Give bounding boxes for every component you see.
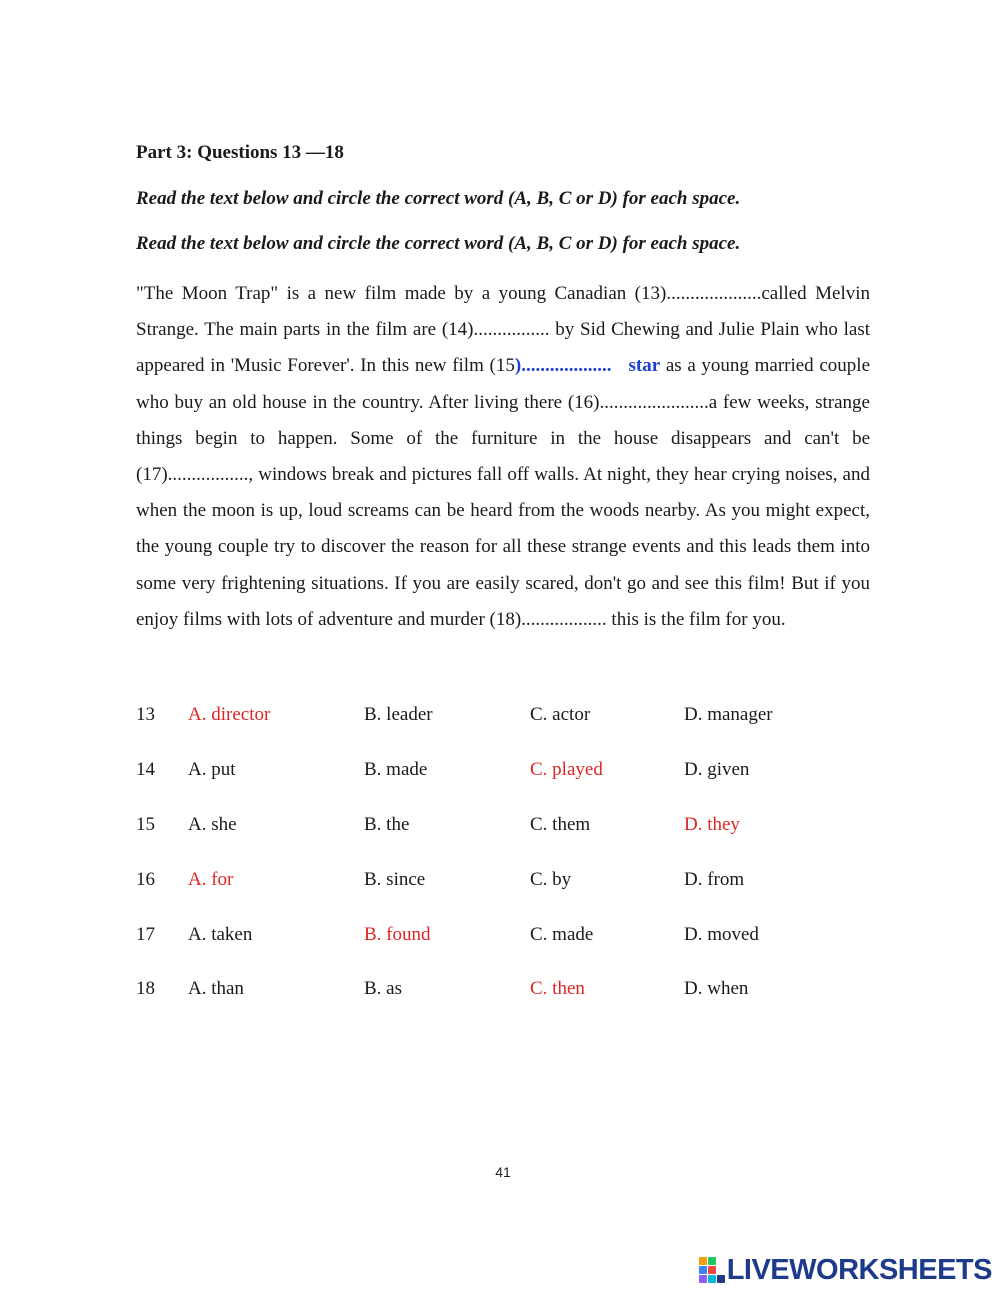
question-row-18: [136, 962, 844, 1017]
option-c[interactable]: C. actor: [530, 704, 591, 726]
option-d[interactable]: D. moved: [684, 923, 759, 945]
option-a[interactable]: A. than: [188, 978, 244, 1000]
reading-passage: [136, 276, 870, 638]
option-b[interactable]: B. found: [364, 923, 431, 945]
option-c[interactable]: C. them: [530, 813, 591, 835]
option-a[interactable]: A. she: [188, 813, 237, 835]
question-row-16: [136, 852, 844, 907]
option-a[interactable]: A. taken: [188, 923, 253, 945]
passage-text-1: "The Moon Trap" is a new film made by a young Canadian (13)....................called Melvin Strange. The main parts in the film are (14)................ by Sid Chewing and Julie Plain who last appeared in 'Music Forever'. In this new film (15: [136, 283, 870, 377]
question-number: 16: [136, 868, 155, 890]
question-number: 17: [136, 923, 155, 945]
option-c[interactable]: C. played: [530, 759, 603, 781]
option-b[interactable]: B. as: [364, 978, 402, 1000]
option-b[interactable]: B. the: [364, 813, 410, 835]
question-row-15: [136, 798, 844, 853]
passage-blank-15: )...................: [514, 355, 612, 377]
option-d[interactable]: D. from: [684, 868, 745, 890]
option-d[interactable]: D. they: [684, 813, 740, 835]
option-b[interactable]: B. since: [364, 868, 426, 890]
question-number: 14: [136, 759, 155, 781]
question-row-14: [136, 743, 844, 798]
liveworksheets-logo: [699, 1254, 992, 1286]
option-d[interactable]: D. manager: [684, 704, 773, 726]
option-c[interactable]: C. then: [530, 978, 585, 1000]
question-number: 13: [136, 704, 155, 726]
question-number: 15: [136, 813, 155, 835]
option-a[interactable]: A. put: [188, 759, 236, 781]
answer-options-table: [136, 688, 844, 1017]
page-number: 41: [495, 1164, 511, 1180]
instruction-line-2: Read the text below and circle the correct word (A, B, C or D) for each space.: [136, 233, 741, 254]
question-row-17: [136, 907, 844, 962]
section-heading: Part 3: Questions 13 —18: [136, 142, 344, 163]
option-b[interactable]: B. leader: [364, 704, 433, 726]
instruction-line-1: Read the text below and circle the correct word (A, B, C or D) for each space.: [136, 188, 741, 209]
option-d[interactable]: D. when: [684, 978, 749, 1000]
option-a[interactable]: A. for: [188, 868, 234, 890]
option-b[interactable]: B. made: [364, 759, 428, 781]
liveworksheets-logo-text: LIVEWORKSHEETS: [726, 1253, 992, 1286]
passage-star-word: star: [628, 355, 661, 377]
liveworksheets-logo-icon: [699, 1257, 725, 1283]
question-number: 18: [136, 978, 155, 1000]
option-c[interactable]: C. by: [530, 868, 572, 890]
option-d[interactable]: D. given: [684, 759, 750, 781]
option-a[interactable]: A. director: [188, 704, 271, 726]
option-c[interactable]: C. made: [530, 923, 594, 945]
question-row-13: [136, 688, 844, 743]
passage-text-2: as a young married couple who buy an old house in the country. After living there (16).......................a few weeks, strange things begin to happen. Some of the furniture in the house disappears and can't be (17)................., windows break and pictures fall off walls. At night, they hear crying noises, and when the moon is up, loud screams can be heard from the woods nearby. As you might expect, the young couple try to discover the reason for all these strange events and this leads them into some very frightening situations. If you are easily scared, don't go and see this film! But if you enjoy films with lots of adventure and murder (18).................. this is the film for you.: [136, 355, 871, 630]
